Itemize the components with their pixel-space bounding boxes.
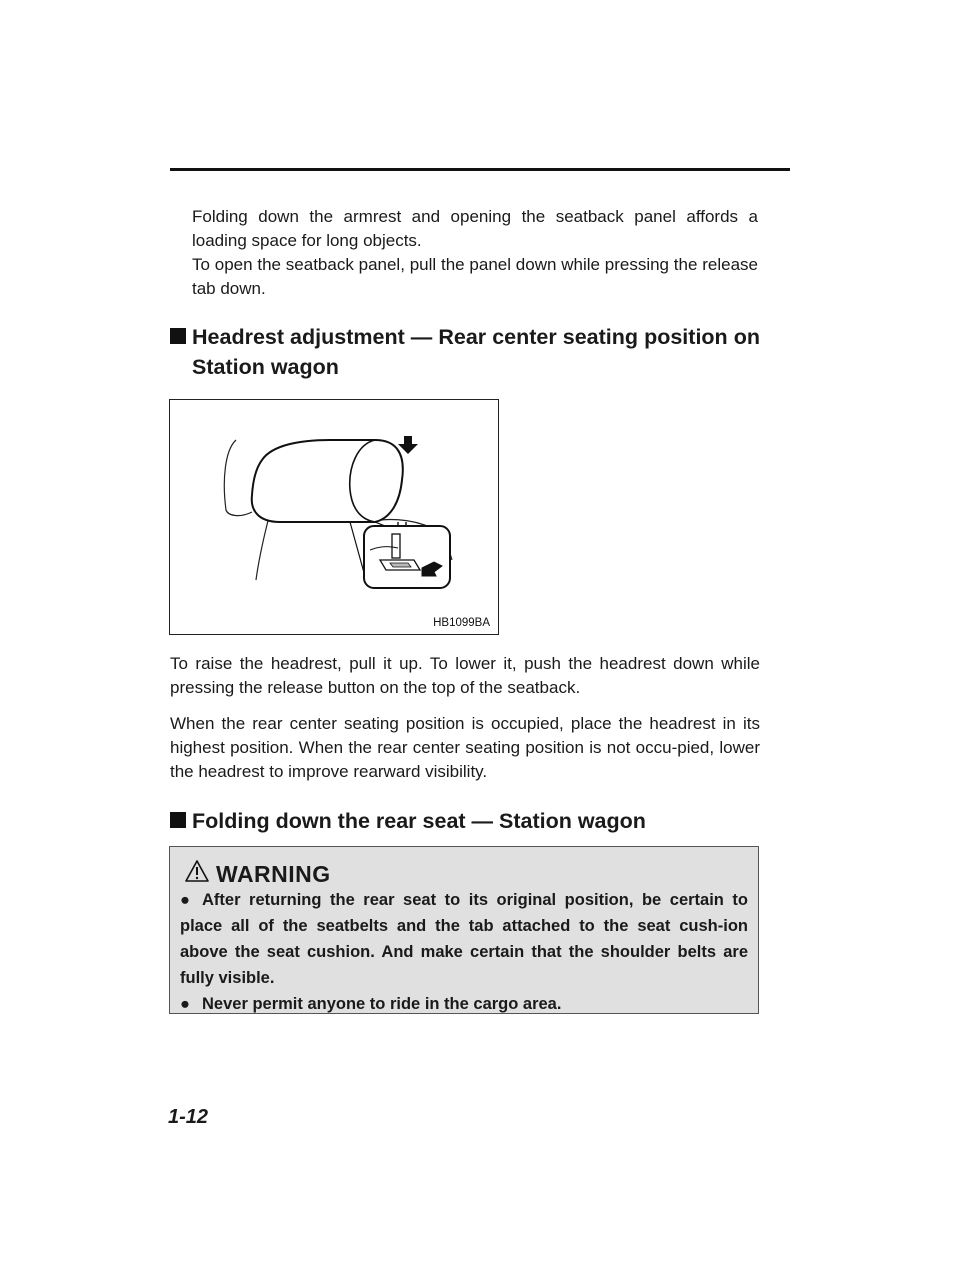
warning-item-text: Never permit anyone to ride in the cargo area. (202, 995, 562, 1013)
section-heading-folding (170, 806, 760, 836)
square-bullet-icon (170, 328, 186, 344)
bullet-icon: ● (180, 891, 190, 909)
section-heading-headrest (170, 322, 760, 382)
headrest-illustration (170, 400, 500, 636)
warning-triangle-icon (184, 859, 210, 883)
figure-code: HB1099BA (433, 617, 490, 629)
warning-item-text: After returning the rear seat to its original position, be certain to place all of the seatbelts and the tab attached to the seat cush-ion above the seat cushion. And make certain that the shoulder belts are fully visible. (180, 891, 748, 987)
intro-line-2: To open the seatback panel, pull the panel down while pressing the release tab down. (192, 255, 758, 298)
square-bullet-icon (170, 812, 186, 828)
headrest-figure (169, 399, 499, 635)
intro-line-1: Folding down the armrest and opening the seatback panel affords a loading space for long objects. (192, 207, 758, 250)
warning-item (180, 887, 748, 991)
warning-box (169, 846, 759, 1014)
raise-lower-paragraph: To raise the headrest, pull it up. To lower it, push the headrest down while pressing the release button on the top of the seatback. (170, 654, 760, 697)
section-heading-text: Headrest adjustment — Rear center seating position on Station wagon (192, 325, 760, 379)
warning-title: WARNING (216, 861, 331, 887)
intro-paragraph (192, 205, 758, 301)
page-number: 1-12 (168, 1106, 209, 1128)
warning-list (180, 887, 748, 1017)
down-arrow-icon (398, 436, 418, 454)
section-heading-text: Folding down the rear seat — Station wagon (192, 809, 646, 833)
top-rule (170, 168, 790, 171)
bullet-icon: ● (180, 995, 190, 1013)
warning-item (180, 991, 748, 1017)
occupied-paragraph: When the rear center seating position is occupied, place the headrest in its highest position. When the rear center seating position is not occu-pied, lower the headrest to improve rearward visibility. (170, 714, 760, 781)
